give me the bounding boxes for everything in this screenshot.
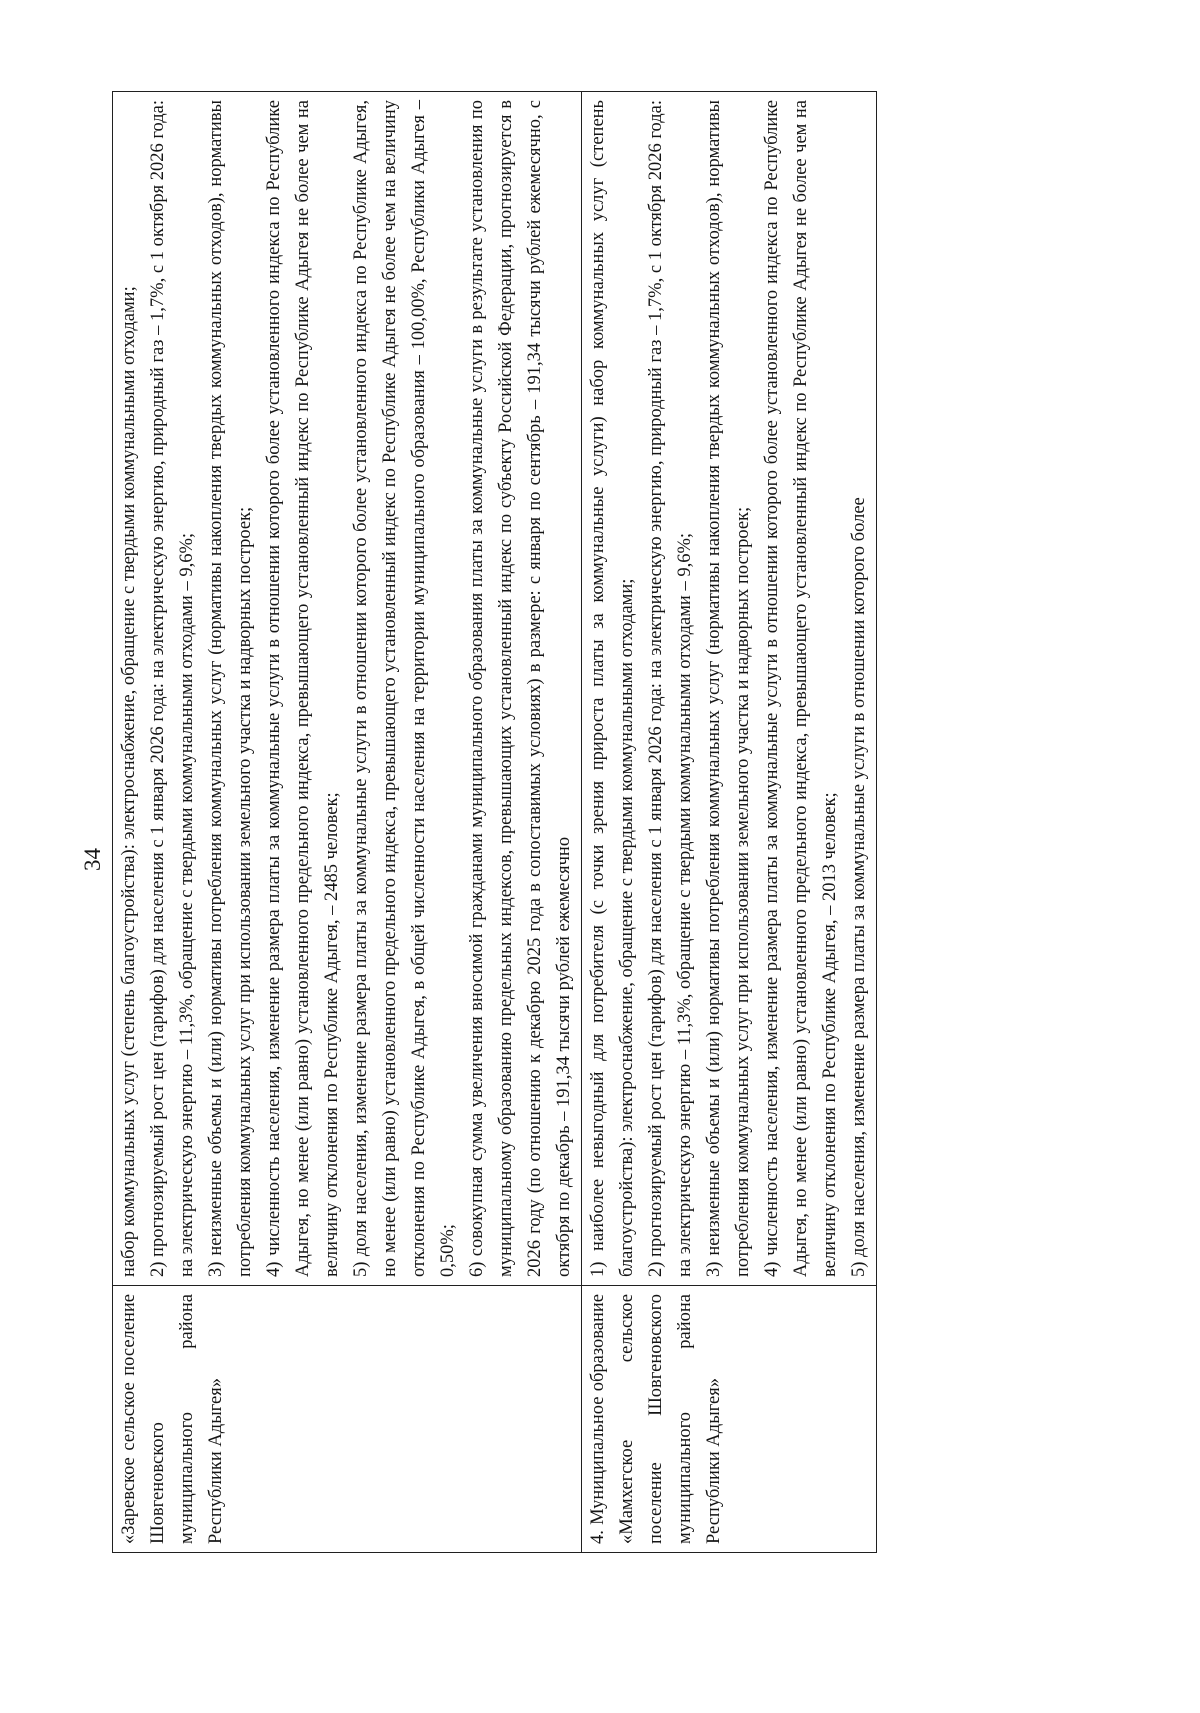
condition-paragraph: 2) прогнозируемый рост цен (тарифов) для населения с 1 января 2026 года: на электрическую энергию, природный газ – 1,7%, с 1 октября 2026 года: на электрическую энергию – 11,3%, обращение с твердыми коммунальными отходами – 9,6%; — [646, 100, 695, 1277]
condition-paragraph: 6) совокупная сумма увеличения вносимой гражданами муниципального образования платы за коммунальные услуги в результате установления по муниципальному образованию предельных индексов, превышающих установленный индекс по субъекту Российской Федерации, прогнозируется в 2026 году (по отношению к декабрю 2025 года в сопоставимых условиях) в размере: с января по сентябрь – 191,34 тысячи рублей ежемесячно, с октября по декабрь – 191,34 тысячи рублей ежемесячно — [467, 100, 574, 1277]
conditions-cell — [113, 92, 582, 1286]
condition-paragraph: 5) доля населения, изменение размера платы за коммунальные услуги в отношении которого более — [849, 497, 869, 1277]
condition-paragraph: 4) численность населения, изменение размера платы за коммунальные услуги в отношении которого более установленного индекса по Республике Адыгея, но менее (или равно) установленного предельного индекса, превышающего установленный индекс по Республике Адыгея не более чем на величину отклонения по Республике Адыгея, – 2485 человек; — [264, 100, 342, 1277]
condition-paragraph: 3) неизменные объемы и (или) нормативы потребления коммунальных услуг (нормативы накопления твердых коммунальных отходов), нормативы потребления коммунальных услуг при использовании земельного участка и надворных построек; — [704, 100, 753, 1277]
page-number: 34 — [80, 848, 105, 871]
table-row-mamkhegskoe — [582, 92, 877, 1553]
condition-paragraph: 5) доля населения, изменение размера платы за коммунальные услуги в отношении которого более установленного индекса по Республике Адыгея, но менее (или равно) установленного предельного индекса, превышающего установленный индекс по Республике Адыгея не более чем на величину отклонения по Республике Адыгея, в общей численности населения на территории муниципального образования – 100,00%, Республики Адыгея – 0,50%; — [351, 100, 458, 1277]
municipality-cell: «Заревское сельское поселение Шовгеновского муниципального района Республики Адыгея» — [113, 1286, 582, 1553]
municipality-cell: 4. Муниципальное образование «Мамхегское сельское поселение Шовгеновского муниципального района Республики Адыгея» — [582, 1286, 877, 1553]
condition-paragraph: 2) прогнозируемый рост цен (тарифов) для населения с 1 января 2026 года: на электрическую энергию, природный газ – 1,7%, с 1 октября 2026 года: на электрическую энергию – 11,3%, обращение с твердыми коммунальными отходами – 9,6%; — [148, 100, 197, 1277]
condition-paragraph: 4) численность населения, изменение размера платы за коммунальные услуги в отношении которого более установленного индекса по Республике Адыгея, но менее (или равно) установленного предельного индекса, превышающего установленный индекс по Республике Адыгея не более чем на величину отклонения по Республике Адыгея, – 2013 человек; — [762, 100, 840, 1277]
condition-paragraph: 1) наиболее невыгодный для потребителя (с точки зрения прироста платы за коммунальные услуги) набор коммунальных услуг (степень благоустройства): электроснабжение, обращение с твердыми коммунальными отходами; — [588, 100, 637, 1277]
condition-paragraph: 3) неизменные объемы и (или) нормативы потребления коммунальных услуг (нормативы накопления твердых коммунальных отходов), нормативы потребления коммунальных услуг при использовании земельного участка и надворных построек; — [206, 100, 255, 1277]
table-row-zarevskoe — [113, 92, 582, 1553]
conditions-cell — [582, 92, 877, 1286]
condition-paragraph: набор коммунальных услуг (степень благоустройства): электроснабжение, обращение с твердыми коммунальными отходами; — [119, 286, 139, 1277]
tariff-table — [112, 91, 877, 1553]
